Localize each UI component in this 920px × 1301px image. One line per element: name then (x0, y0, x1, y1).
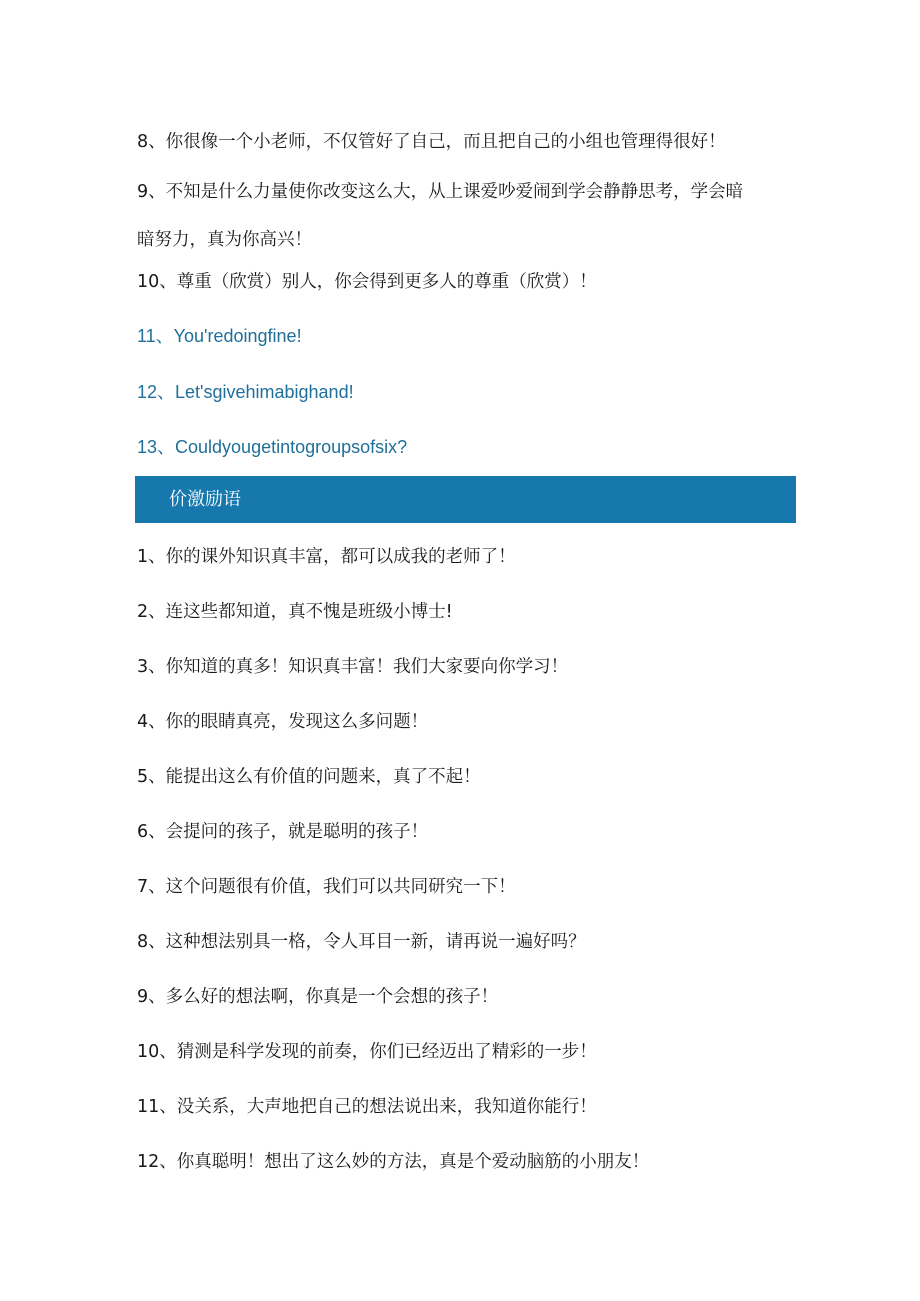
encourage-line-1: 1、你的课外知识真丰富，都可以成我的老师了！ (137, 547, 516, 567)
section-banner-title: 价激励语 (169, 489, 241, 510)
encourage-line-12: 12、你真聪明！想出了这么妙的方法，真是个爱动脑筋的小朋友！ (137, 1152, 650, 1172)
praise-line-10: 10、尊重（欣赏）别人，你会得到更多人的尊重（欣赏）！ (137, 272, 597, 292)
encourage-line-8: 8、这种想法别具一格，令人耳目一新，请再说一遍好吗？ (137, 932, 586, 952)
english-line-12: 12、Let'sgivehimabighand! (137, 382, 354, 402)
praise-line-9: 9、不知是什么力量使你改变这么大，从上课爱吵爱闹到学会静静思考，学会暗 (137, 182, 744, 202)
section-banner (135, 476, 796, 523)
encourage-line-3: 3、你知道的真多！知识真丰富！我们大家要向你学习！ (137, 657, 569, 677)
encourage-line-10: 10、猜测是科学发现的前奏，你们已经迈出了精彩的一步！ (137, 1042, 597, 1062)
praise-line-9-continued: 暗努力，真为你高兴！ (137, 230, 312, 250)
encourage-line-7: 7、这个问题很有价值，我们可以共同研究一下！ (137, 877, 516, 897)
english-line-13: 13、Couldyougetintogroupsofsix? (137, 437, 408, 457)
encourage-line-4: 4、你的眼睛真亮，发现这么多问题！ (137, 712, 429, 732)
encourage-line-6: 6、会提问的孩子，就是聪明的孩子！ (137, 822, 429, 842)
encourage-line-5: 5、能提出这么有价值的问题来，真了不起！ (137, 767, 481, 787)
praise-line-8: 8、你很像一个小老师，不仅管好了自己，而且把自己的小组也管理得很好！ (137, 132, 726, 152)
english-line-11: 11、You'redoingfine! (137, 326, 302, 346)
encourage-line-2: 2、连这些都知道，真不愧是班级小博士! (137, 602, 453, 622)
encourage-line-9: 9、多么好的想法啊，你真是一个会想的孩子！ (137, 987, 499, 1007)
encourage-line-11: 11、没关系，大声地把自己的想法说出来，我知道你能行！ (137, 1097, 597, 1117)
